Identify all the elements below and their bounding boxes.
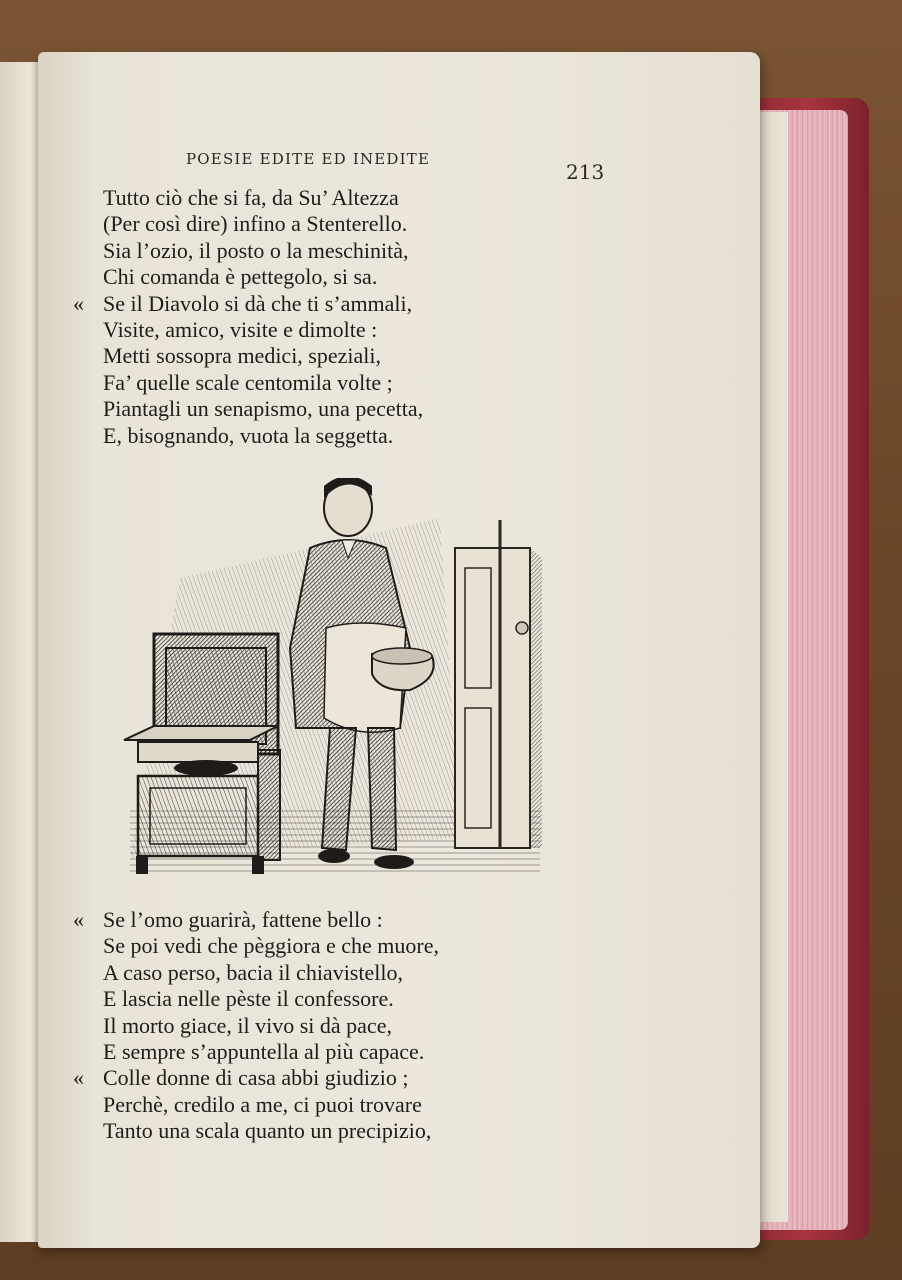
verse-text: Se il Diavolo si dà che ti s’ammali, (103, 290, 413, 316)
verse-line (103, 370, 423, 396)
verse-line (103, 317, 423, 343)
stanza (73, 185, 424, 449)
verse-line (103, 423, 423, 449)
verse-text: Colle donne di casa abbi giudizio ; (103, 1065, 409, 1091)
verse-text: Se l’omo guarirà, fattene bello : (103, 907, 383, 932)
verse-line (103, 396, 423, 422)
verse-text: Visite, amico, visite e dimolte : (103, 317, 378, 343)
engraving-illustration (110, 478, 550, 880)
page-number: 213 (566, 160, 605, 184)
quote-mark: « (73, 290, 84, 316)
verse-text: Sia l’ozio, il posto o la meschinità, (103, 237, 409, 263)
verse-line (103, 1013, 439, 1039)
verse-text: Tutto ciò che si fa, da Su’ Altezza (103, 185, 399, 210)
verse-line (103, 238, 423, 264)
verse-line (103, 986, 439, 1012)
verse-line (103, 211, 423, 237)
quote-mark: « (73, 1065, 84, 1091)
verse-line (73, 907, 439, 933)
verse-text: E lascia nelle pèste il confessore. (103, 986, 394, 1012)
verse-text: E, bisognando, vuota la seggetta. (103, 422, 394, 448)
verse-line (103, 1118, 439, 1144)
verse-line (73, 290, 423, 317)
verse-line (73, 1065, 439, 1091)
verse-text: Se poi vedi che pèggiora e che muore, (103, 933, 439, 959)
verse-line (103, 1092, 439, 1118)
verse-line (103, 185, 423, 211)
verse-text: E sempre s’appuntella al più capace. (103, 1039, 425, 1065)
verse-text: A caso perso, bacia il chiavistello, (103, 959, 403, 985)
running-head: POESIE EDITE ED INEDITE (186, 150, 431, 168)
stanza (73, 907, 439, 1145)
verse-text: Perchè, credilo a me, ci puoi trovare (103, 1091, 422, 1117)
verse-text: Fa’ quelle scale centomila volte ; (103, 369, 393, 395)
verse-line (103, 933, 439, 959)
verse-text: Metti sossopra medici, speziali, (103, 343, 381, 369)
commode-chair (124, 634, 280, 874)
verse-line (103, 960, 439, 986)
verse-text: Piantagli un senapismo, una pecetta, (103, 396, 424, 422)
verse-line (103, 264, 423, 290)
verse-line (103, 1039, 439, 1065)
verse-line (103, 343, 423, 369)
verse-text: Tanto una scala quanto un precipizio, (103, 1118, 432, 1144)
verse-text: (Per così dire) infino a Stenterello. (103, 211, 408, 237)
quote-mark: « (73, 907, 84, 932)
door (455, 520, 542, 848)
verse-text: Chi comanda è pettegolo, si sa. (103, 264, 378, 290)
verse-text: Il morto giace, il vivo si dà pace, (103, 1012, 392, 1038)
